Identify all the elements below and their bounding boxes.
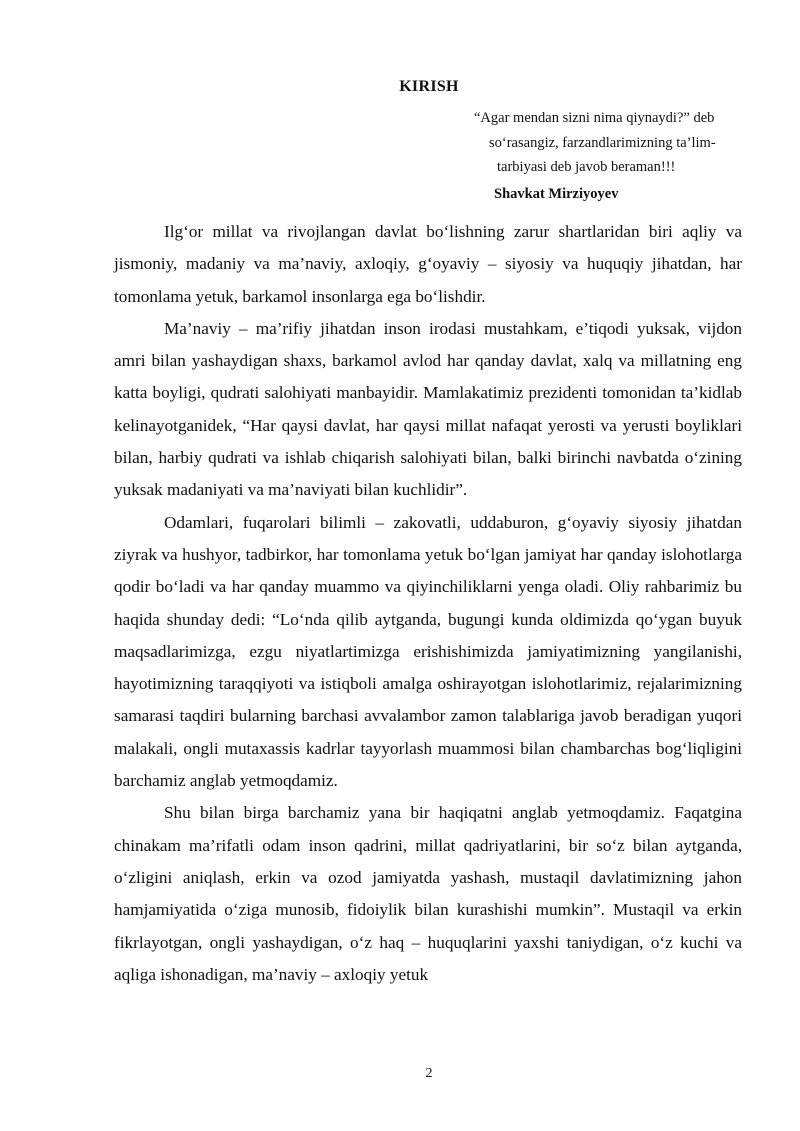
paragraph: Odamlari, fuqarolari bilimli – zakovatli, uddaburon, g‘oyaviy siyosiy jihatdan ziyrak va hushyor, tadbirkor, har tomonlama yetuk bo‘lgan jamiyat har qanday islohotlarga qodir bo‘ladi va har qanday muammo va qiyinchiliklarni yenga oladi. Oliy rahbarimiz bu haqida shunday dedi: “Lo‘nda qilib aytganda, bugungi kunda oldimizda qo‘ygan buyuk maqsadlarimizga, ezgu niyatlartimizga erishishimizda jamiyatimizning yangilanishi, hayotimizning taraqqiyoti va istiqboli amalga oshirayotgan islohotlarimiz, rejalarimizning samarasi taqdiri bularning barchasi avvalambor zamon talablariga javob beradigan yuqori malakali, ongli mutaxassis kadrlar tayyorlash muammosi bilan chambarchas bog‘liqligini barchamiz anglab yetmoqdamiz. xyxy=(114,512,742,791)
epigraph-line: tarbiyasi deb javob beraman!!! xyxy=(497,159,676,175)
page-title: KIRISH xyxy=(399,78,459,95)
paragraph: Ilg‘or millat va rivojlangan davlat bo‘lishning zarur shartlaridan biri aqliy va jismoniy, madaniy va ma’naviy, axloqiy, g‘oyaviy – siyosiy va huquqiy jihatdan, har tomonlama yetuk, barkamol insonlarga ega bo‘lishdir. xyxy=(114,222,742,306)
epigraph-author: Shavkat Mirziyoyev xyxy=(494,185,619,202)
paragraph: Ma’naviy – ma’rifiy jihatdan inson irodasi mustahkam, e’tiqodi yuksak, vijdon amri bilan yashaydigan shaxs, barkamol avlod har qanday davlat, xalq va millatning eng katta boyligi, qudrati salohiyati manbayidir. Mamlakatimiz prezidenti tomonidan ta’kidlab kelinayotganidek, “Har qaysi davlat, har qaysi millat nafaqat yerosti va yerusti boyliklari bilan, harbiy qudrati va ishlab chiqarish salohiyati bilan, balki birinchi navbatda o‘zining yuksak madaniyati va ma’naviyati bilan kuchlidir”. xyxy=(114,318,742,500)
paragraph: Shu bilan birga barchamiz yana bir haqiqatni anglab yetmoqdamiz. Faqatgina chinakam ma’rifatli odam inson qadrini, millat qadriyatlarini, bir so‘z bilan aytganda, o‘zligini aniqlash, erkin va ozod jamiyatda yashash, mustaqil davlatimizning jahon hamjamiyatida o‘ziga munosib, fidoiylik bilan kurashishi mumkin”. Mustaqil va erkin fikrlayotgan, ongli yashaydigan, o‘z haq – huquqlarini yaxshi taniydigan, o‘z kuchi va aqliga ishonadigan, ma’naviy – axloqiy yetuk xyxy=(114,803,742,984)
body-text xyxy=(114,216,742,991)
epigraph-line: so‘rasangiz, farzandlarimizning ta’lim- xyxy=(489,134,716,151)
page-number: 2 xyxy=(425,1066,433,1081)
epigraph xyxy=(470,106,750,206)
epigraph-line: “Agar mendan sizni nima qiynaydi?” deb xyxy=(474,110,715,126)
